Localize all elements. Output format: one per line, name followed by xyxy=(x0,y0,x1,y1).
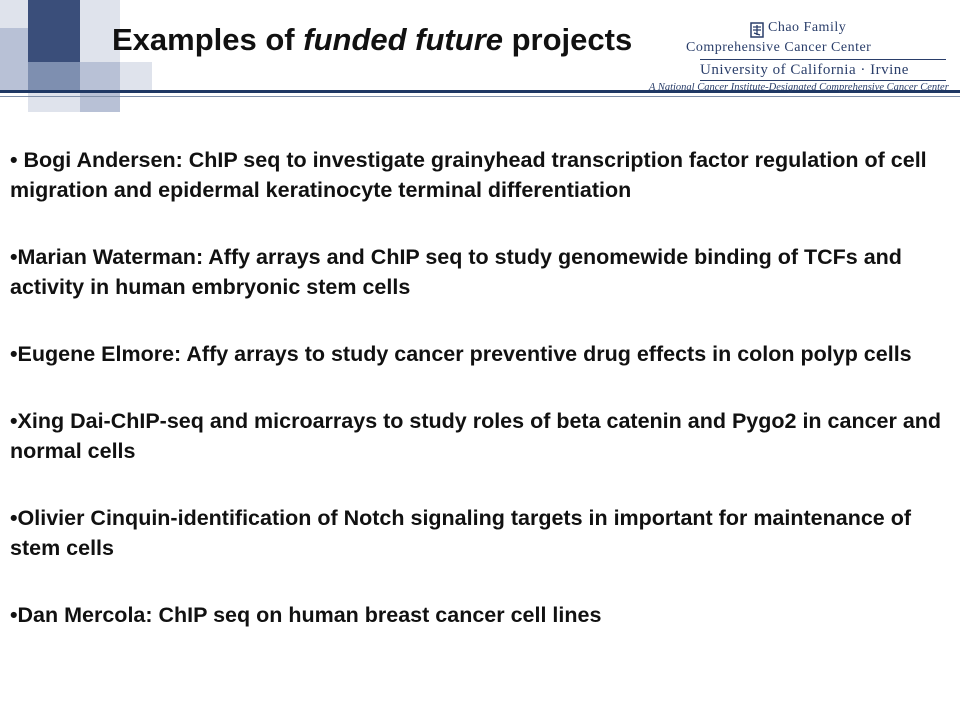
logo-tagline: A National Cancer Institute-Designated Comprehensive Cancer Center xyxy=(649,82,949,93)
project-item: •Dan Mercola: ChIP seq on human breast cancer cell lines xyxy=(10,603,602,627)
institution-logo xyxy=(640,18,956,98)
decor-square xyxy=(120,62,152,90)
title-emphasis: funded future xyxy=(303,22,503,57)
decor-square xyxy=(0,0,28,28)
project-item: •Olivier Cinquin-identification of Notch signaling targets in important for maintenance of stem cells xyxy=(10,506,912,560)
emblem-icon xyxy=(750,22,764,38)
decor-square xyxy=(28,0,80,62)
project-list xyxy=(10,145,950,630)
decor-square xyxy=(28,62,80,90)
page-title xyxy=(112,22,632,58)
logo-line-1: Chao Family xyxy=(768,20,847,35)
logo-rule xyxy=(700,80,946,81)
project-item: •Marian Waterman: Affy arrays and ChIP seq to study genomewide binding of TCFs and activity in human embryonic stem cells xyxy=(10,245,902,299)
project-item: •Xing Dai-ChIP-seq and microarrays to study roles of beta catenin and Pygo2 in cancer and normal cells xyxy=(10,409,942,463)
project-item: • Bogi Andersen: ChIP seq to investigate grainyhead transcription factor regulation of cell migration and epidermal keratinocyte terminal differentiation xyxy=(10,148,927,202)
logo-line-3: University of California · Irvine xyxy=(700,62,909,78)
title-text-end: projects xyxy=(503,22,633,57)
decor-square xyxy=(28,90,80,112)
decor-square xyxy=(80,62,120,112)
project-item: •Eugene Elmore: Affy arrays to study cancer preventive drug effects in colon polyp cells xyxy=(10,342,912,366)
title-text: Examples of xyxy=(112,22,304,57)
decor-square xyxy=(0,28,28,90)
logo-line-2: Comprehensive Cancer Center xyxy=(686,40,872,55)
logo-rule xyxy=(700,59,946,60)
